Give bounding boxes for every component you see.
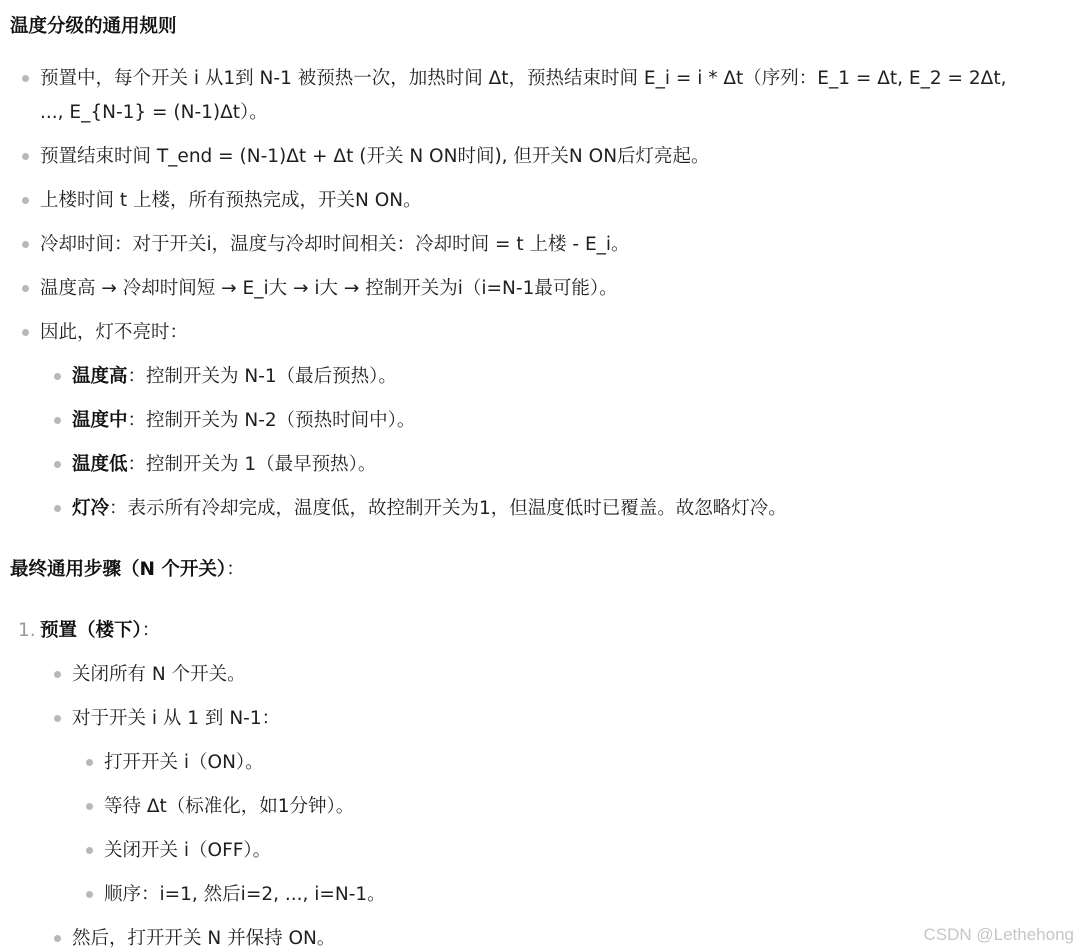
- list-item: 上楼时间 t 上楼，所有预热完成，开关N ON。: [40, 190, 422, 211]
- bullet-icon: [54, 461, 61, 468]
- sub-item-text: ：控制开关为 N-2（预热时间中）。: [127, 410, 416, 431]
- sub-item-label: 灯冷: [72, 498, 110, 519]
- list-item-continuation: ..., E_{N-1} = (N-1)Δt）。: [40, 102, 268, 123]
- sub-item-text: ：控制开关为 N-1（最后预热）。: [127, 366, 397, 387]
- sub-list-item: [72, 364, 397, 390]
- bullet-icon: [54, 417, 61, 424]
- step-sub-list-item: 关闭开关 i（OFF）。: [104, 840, 272, 861]
- step-list-item: 对于开关 i 从 1 到 N-1：: [72, 708, 281, 729]
- bullet-icon: [22, 285, 29, 292]
- list-item: 温度高 → 冷却时间短 → E_i大 → i大 → 控制开关为i（i=N-1最可能）。: [40, 278, 618, 299]
- step-suffix: ：: [141, 620, 161, 641]
- bullet-icon: [22, 153, 29, 160]
- sub-list-item: [72, 452, 376, 478]
- step-title: [40, 618, 160, 644]
- bullet-icon: [54, 671, 61, 678]
- sub-list-item: [72, 408, 415, 434]
- step-sub-list-item: 等待 Δt（标准化，如1分钟）。: [104, 796, 355, 817]
- sub-item-label: 温度中: [72, 410, 128, 431]
- section-heading-suffix: ：: [226, 559, 245, 580]
- watermark: CSDN @Lethehong: [923, 925, 1074, 944]
- bullet-icon: [54, 373, 61, 380]
- bullet-icon: [86, 847, 93, 854]
- section-heading-title: 最终通用步骤（N 个开关）: [10, 559, 227, 580]
- sub-item-label: 温度低: [72, 454, 128, 475]
- bullet-icon: [22, 197, 29, 204]
- sub-list-item: [72, 496, 787, 522]
- bullet-icon: [86, 803, 93, 810]
- bullet-icon: [86, 759, 93, 766]
- bullet-icon: [54, 715, 61, 722]
- sub-item-label: 温度高: [72, 366, 128, 387]
- sub-item-text: ：控制开关为 1（最早预热）。: [127, 454, 377, 475]
- bullet-icon: [22, 329, 29, 336]
- bullet-icon: [22, 241, 29, 248]
- list-item: 冷却时间：对于开关i，温度与冷却时间相关：冷却时间 = t 上楼 - E_i。: [40, 234, 630, 255]
- bullet-icon: [86, 891, 93, 898]
- step-list-item: 然后，打开开关 N 并保持 ON。: [72, 928, 336, 949]
- list-item: 预置结束时间 T_end = (N-1)Δt + Δt (开关 N ON时间), 但开关N ON后灯亮起。: [40, 146, 710, 167]
- step-sub-list-item: 打开开关 i（ON）。: [104, 752, 264, 773]
- step-number: 1.: [18, 620, 36, 641]
- sub-item-text: ：表示所有冷却完成，温度低，故控制开关为1，但温度低时已覆盖。故忽略灯冷。: [109, 498, 787, 519]
- step-sub-list-item: 顺序：i=1, 然后i=2, ..., i=N-1。: [104, 884, 386, 905]
- section-heading-rules: 温度分级的通用规则: [10, 16, 177, 37]
- list-item: 预置中，每个开关 i 从1到 N-1 被预热一次，加热时间 Δt，预热结束时间 E_i = i * Δt（序列：E_1 = Δt, E_2 = 2Δt,: [40, 68, 1007, 89]
- bullet-icon: [22, 75, 29, 82]
- bullet-icon: [54, 505, 61, 512]
- section-heading-steps: [10, 557, 245, 583]
- bullet-icon: [54, 935, 61, 942]
- step-label: 预置（楼下）: [40, 620, 142, 641]
- step-list-item: 关闭所有 N 个开关。: [72, 664, 246, 685]
- list-item: 因此，灯不亮时：: [40, 322, 189, 343]
